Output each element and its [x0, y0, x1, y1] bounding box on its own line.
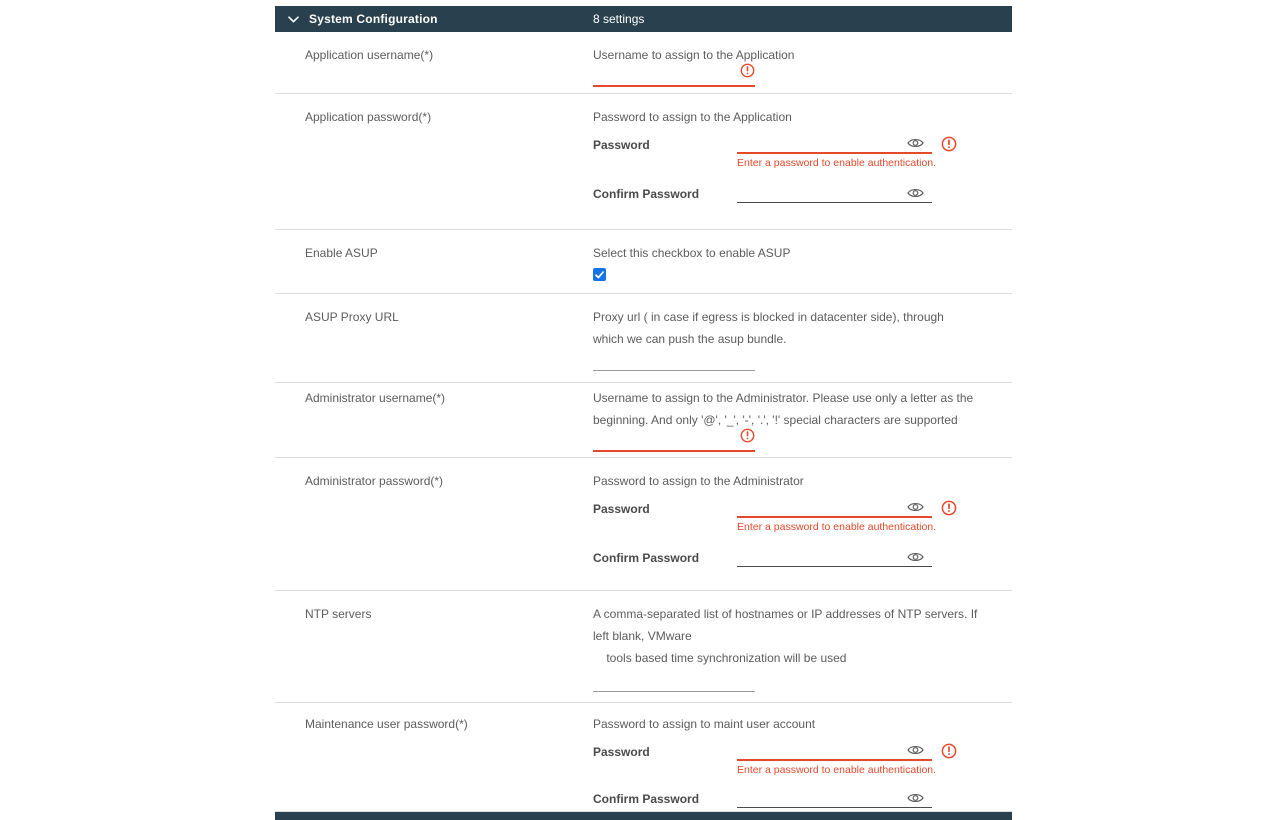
password-field-label: Password	[593, 138, 650, 152]
application-confirm-password-input[interactable]	[737, 185, 932, 203]
setting-label: Enable ASUP	[305, 246, 378, 260]
password-field-label: Password	[593, 745, 650, 759]
ntp-servers-input[interactable]	[593, 676, 755, 692]
system-configuration-section	[275, 6, 1012, 820]
setting-label: Application password(*)	[305, 110, 432, 124]
application-username-input[interactable]	[593, 71, 755, 87]
setting-description: Password to assign to the Administrator	[593, 474, 804, 488]
show-password-eye-icon[interactable]	[907, 792, 924, 804]
setting-label: ASUP Proxy URL	[305, 310, 399, 324]
show-password-eye-icon[interactable]	[907, 501, 924, 513]
confirm-password-field-label: Confirm Password	[593, 187, 700, 201]
show-password-eye-icon[interactable]	[907, 137, 924, 149]
setting-description: Select this checkbox to enable ASUP	[593, 246, 791, 260]
enable-asup-checkbox[interactable]	[593, 268, 606, 281]
setting-label: NTP servers	[305, 607, 372, 621]
setting-description: A comma-separated list of hostnames or IP addresses of NTP servers. If	[593, 607, 978, 621]
chevron-down-icon	[288, 16, 299, 23]
password-error-message: Enter a password to enable authentication.	[737, 764, 937, 776]
maintenance-confirm-password-input[interactable]	[737, 790, 932, 808]
error-icon	[941, 136, 957, 152]
setting-description: Username to assign to the Application	[593, 48, 795, 62]
password-error-message: Enter a password to enable authentication.	[737, 521, 937, 533]
password-field-label: Password	[593, 502, 650, 516]
setting-description: Password to assign to the Application	[593, 110, 792, 124]
password-error-message: Enter a password to enable authentication.	[737, 157, 937, 169]
application-password-input[interactable]	[737, 136, 932, 154]
confirm-password-field-label: Confirm Password	[593, 792, 700, 806]
row-application-username	[275, 32, 1012, 94]
setting-description: Proxy url ( in case if egress is blocked in datacenter side), through	[593, 310, 944, 324]
section-header[interactable]	[275, 6, 1012, 32]
setting-description: Password to assign to maint user account	[593, 717, 816, 731]
setting-description: left blank, VMware	[593, 629, 692, 643]
check-icon	[595, 271, 604, 279]
setting-label: Maintenance user password(*)	[305, 717, 468, 731]
show-password-eye-icon[interactable]	[907, 551, 924, 563]
setting-description: which we can push the asup bundle.	[593, 332, 787, 346]
row-maintenance-user-password	[275, 703, 1012, 812]
setting-description: Username to assign to the Administrator. Please use only a letter as the	[593, 391, 974, 405]
setting-description: beginning. And only '@', '_', '-', '.', '!' special characters are supported	[593, 413, 958, 427]
setting-label: Application username(*)	[305, 48, 434, 62]
asup-proxy-url-input[interactable]	[593, 355, 755, 371]
row-administrator-username	[275, 383, 1012, 458]
next-section-header-bar[interactable]	[275, 812, 1012, 820]
error-icon	[941, 743, 957, 759]
section-title: System Configuration	[309, 12, 438, 26]
administrator-username-input[interactable]	[593, 436, 755, 452]
row-ntp-servers	[275, 591, 1012, 703]
administrator-password-input[interactable]	[737, 500, 932, 518]
setting-label: Administrator username(*)	[305, 391, 446, 405]
row-enable-asup	[275, 230, 1012, 294]
setting-label: Administrator password(*)	[305, 474, 444, 488]
row-application-password	[275, 94, 1012, 230]
show-password-eye-icon[interactable]	[907, 744, 924, 756]
administrator-confirm-password-input[interactable]	[737, 549, 932, 567]
row-asup-proxy-url	[275, 294, 1012, 383]
section-settings-count: 8 settings	[593, 12, 645, 26]
error-icon	[740, 63, 755, 83]
show-password-eye-icon[interactable]	[907, 187, 924, 199]
row-administrator-password	[275, 458, 1012, 591]
error-icon	[941, 500, 957, 516]
setting-description: tools based time synchronization will be used	[593, 651, 847, 665]
confirm-password-field-label: Confirm Password	[593, 551, 700, 565]
error-icon	[740, 428, 755, 448]
maintenance-password-input[interactable]	[737, 743, 932, 761]
